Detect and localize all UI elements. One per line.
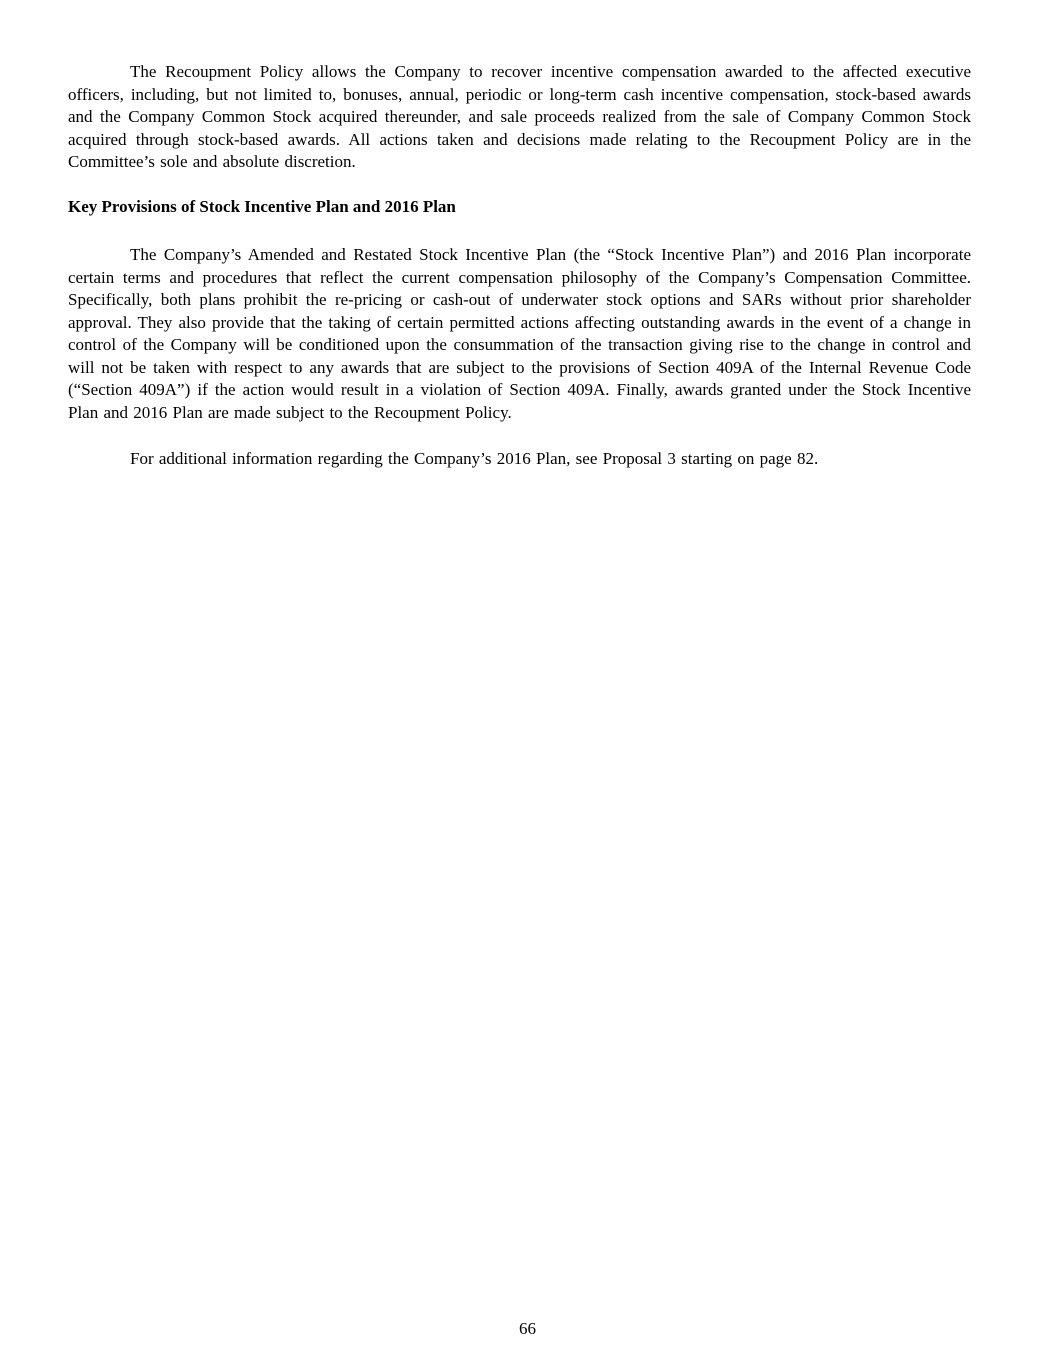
section-heading-key-provisions: Key Provisions of Stock Incentive Plan and 2016 Plan — [68, 196, 456, 216]
paragraph-additional-info: For additional information regarding the Company’s 2016 Plan, see Proposal 3 starting on page 82. — [130, 449, 819, 468]
document-content — [68, 0, 971, 471]
paragraph-recoupment-policy: The Recoupment Policy allows the Company to recover incentive compensation awarded to the affected executive officers, including, but not limited to, bonuses, annual, periodic or long-term cash incentive compensation, stock-based awards and the Company Common Stock acquired thereunder, and sale proceeds realized from the sale of Company Common Stock acquired through stock-based awards. All actions taken and decisions made relating to the Recoupment Policy are in the Committee’s sole and absolute discretion. — [68, 62, 971, 171]
paragraph-key-provisions: The Company’s Amended and Restated Stock Incentive Plan (the “Stock Incentive Plan”) and 2016 Plan incorporate certain terms and procedures that reflect the current compensation philosophy of the Company’s Compensation Committee. Specifically, both plans prohibit the re-pricing or cash-out of underwater stock options and SARs without prior shareholder approval. They also provide that the taking of certain permitted actions affecting outstanding awards in the event of a change in control of the Company will be conditioned upon the consummation of the transaction giving rise to the change in control and will not be taken with respect to any awards that are subject to the provisions of Section 409A of the Internal Revenue Code (“Section 409A”) if the action would result in a violation of Section 409A. Finally, awards granted under the Stock Incentive Plan and 2016 Plan are made subject to the Recoupment Policy. — [68, 245, 971, 422]
page-number: 66 — [519, 1319, 536, 1338]
